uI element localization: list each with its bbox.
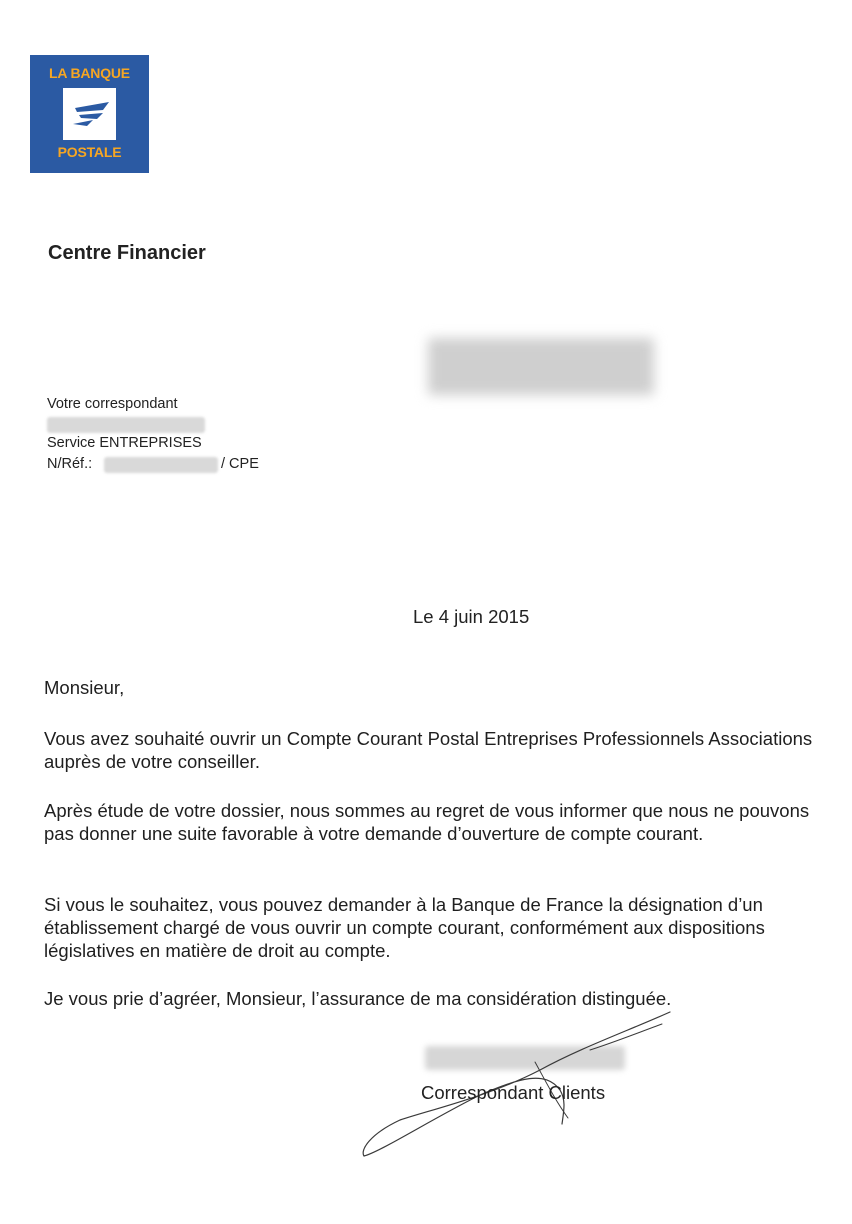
logo-text-top: LA BANQUE (49, 65, 130, 81)
correspondent-label: Votre correspondant (47, 396, 178, 412)
redacted-recipient-address (428, 338, 654, 395)
letter-date: Le 4 juin 2015 (413, 606, 530, 627)
paragraph-request: Vous avez souhaité ouvrir un Compte Courant Postal Entreprises Professionnels Associations auprès de votre conseiller. (44, 728, 813, 772)
redacted-reference-number (104, 457, 218, 473)
service-label: Service ENTREPRISES (47, 435, 202, 451)
redacted-signatory-name (425, 1046, 625, 1070)
redacted-correspondent-name (47, 417, 205, 433)
reference-suffix: / CPE (221, 456, 259, 472)
logo-text-bottom: POSTALE (57, 144, 122, 160)
paragraph-refusal: Après étude de votre dossier, nous sommes au regret de vous informer que nous ne pouvons pas donner une suite favorable à votre demande d’ouverture de compte courant. (44, 800, 810, 844)
postal-bird-icon (63, 88, 116, 140)
reference-label: N/Réf.: (47, 456, 93, 472)
signatory-title: Correspondant Clients (421, 1082, 606, 1103)
centre-financier-heading: Centre Financier (48, 242, 206, 264)
paragraph-closing: Je vous prie d’agréer, Monsieur, l’assurance de ma considération distinguée. (44, 988, 672, 1009)
paragraph-banque-de-france: Si vous le souhaitez, vous pouvez demander à la Banque de France la désignation d’un établissement chargé de vous ouvrir un compte courant, conformément aux dispositions législatives en matière de droit au compte. (44, 894, 765, 961)
la-banque-postale-logo (30, 55, 149, 173)
salutation: Monsieur, (44, 677, 125, 698)
